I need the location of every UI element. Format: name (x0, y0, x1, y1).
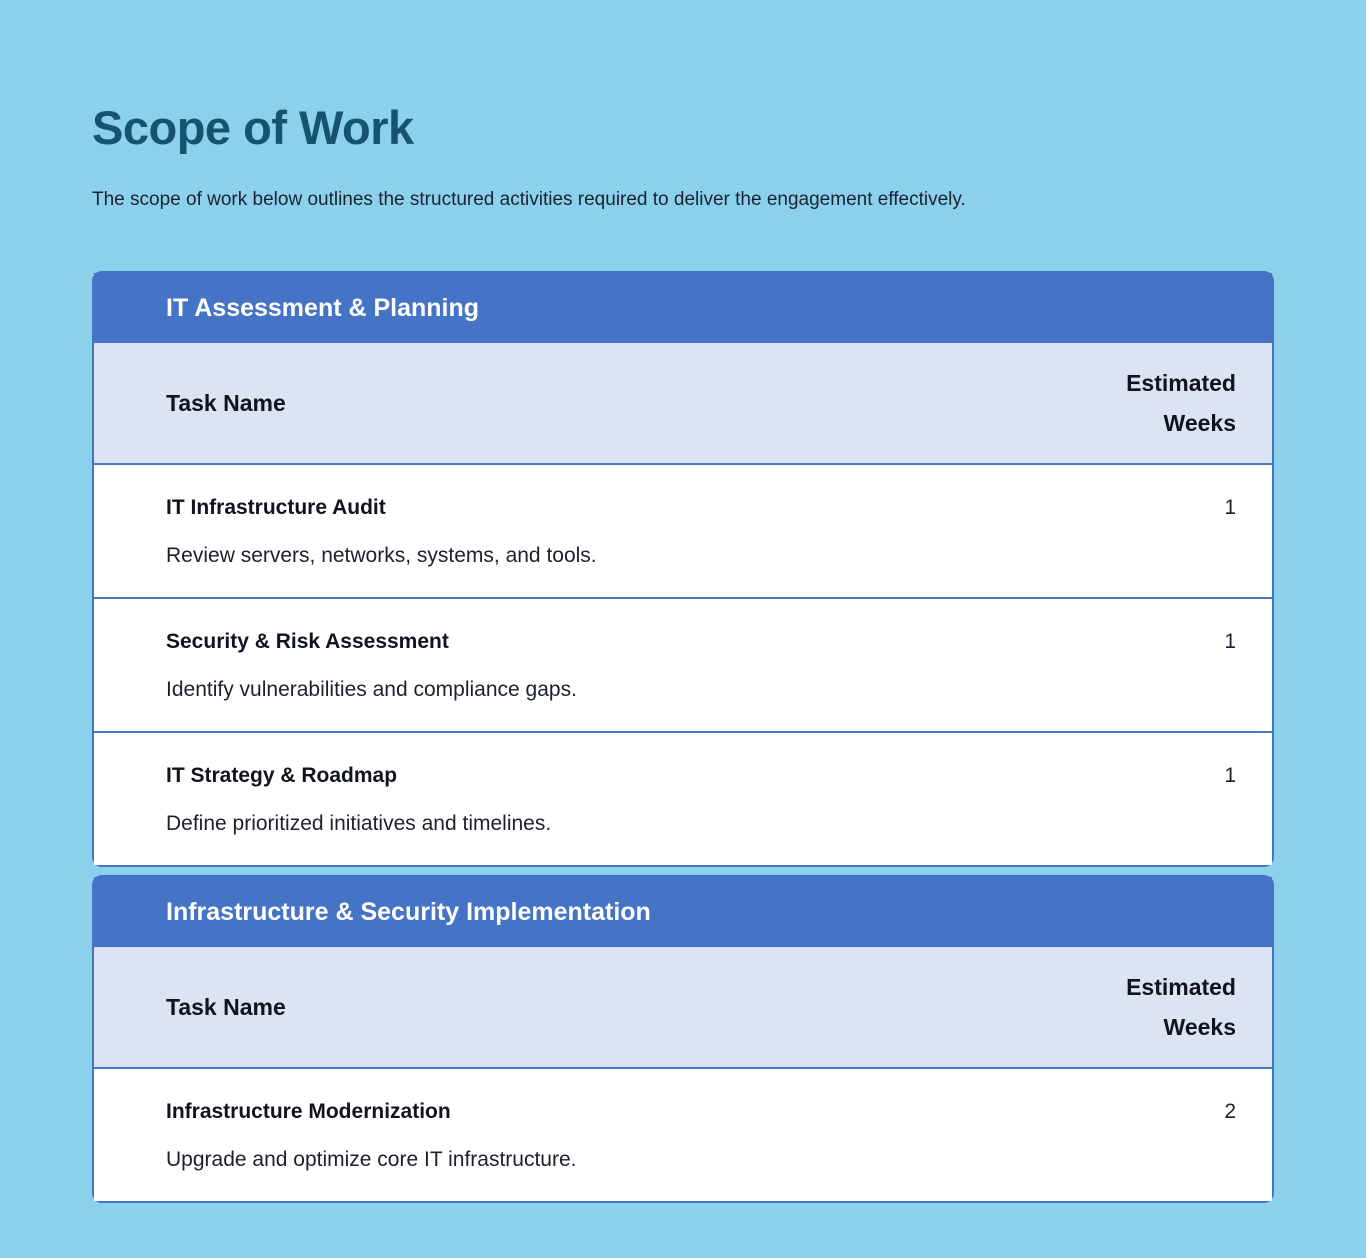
table-header-row (94, 947, 1272, 1067)
estimated-weeks-value: 1 (1224, 496, 1236, 519)
table-row (94, 463, 1272, 597)
task-description: Define prioritized initiatives and timelines. (166, 812, 552, 835)
section-title: Infrastructure & Security Implementation (166, 897, 651, 926)
task-name: IT Strategy & Roadmap (166, 764, 398, 787)
table-header-row (94, 343, 1272, 463)
task-description: Upgrade and optimize core IT infrastructure. (166, 1148, 577, 1171)
section-header (94, 877, 1272, 947)
section-card-infrastructure-security (92, 875, 1274, 1203)
page-title: Scope of Work (92, 101, 414, 154)
estimated-weeks-value: 1 (1224, 630, 1236, 653)
task-name: Infrastructure Modernization (166, 1100, 451, 1123)
task-cell (166, 1099, 1116, 1173)
section-card-it-assessment (92, 271, 1274, 867)
section-title: IT Assessment & Planning (166, 293, 480, 322)
estimated-weeks-value: 1 (1224, 764, 1236, 787)
task-cell (166, 495, 1116, 569)
task-cell (166, 629, 1116, 703)
estimated-weeks-value: 2 (1224, 1100, 1236, 1123)
task-name: Security & Risk Assessment (166, 630, 449, 653)
column-header-task-name: Task Name (166, 389, 286, 416)
table-row (94, 1067, 1272, 1201)
task-description: Review servers, networks, systems, and tools. (166, 544, 597, 567)
page-content (0, 100, 1366, 1203)
table-row (94, 597, 1272, 731)
task-name: IT Infrastructure Audit (166, 496, 386, 519)
page-intro: The scope of work below outlines the structured activities required to deliver the engagement effectively. (92, 189, 966, 210)
column-header-task-name: Task Name (166, 993, 286, 1020)
table-row (94, 731, 1272, 865)
column-header-estimated-weeks: Estimated Weeks (1126, 974, 1236, 1040)
task-cell (166, 763, 1116, 837)
task-description: Identify vulnerabilities and compliance gaps. (166, 678, 577, 701)
column-header-estimated-weeks: Estimated Weeks (1126, 370, 1236, 436)
section-header (94, 273, 1272, 343)
